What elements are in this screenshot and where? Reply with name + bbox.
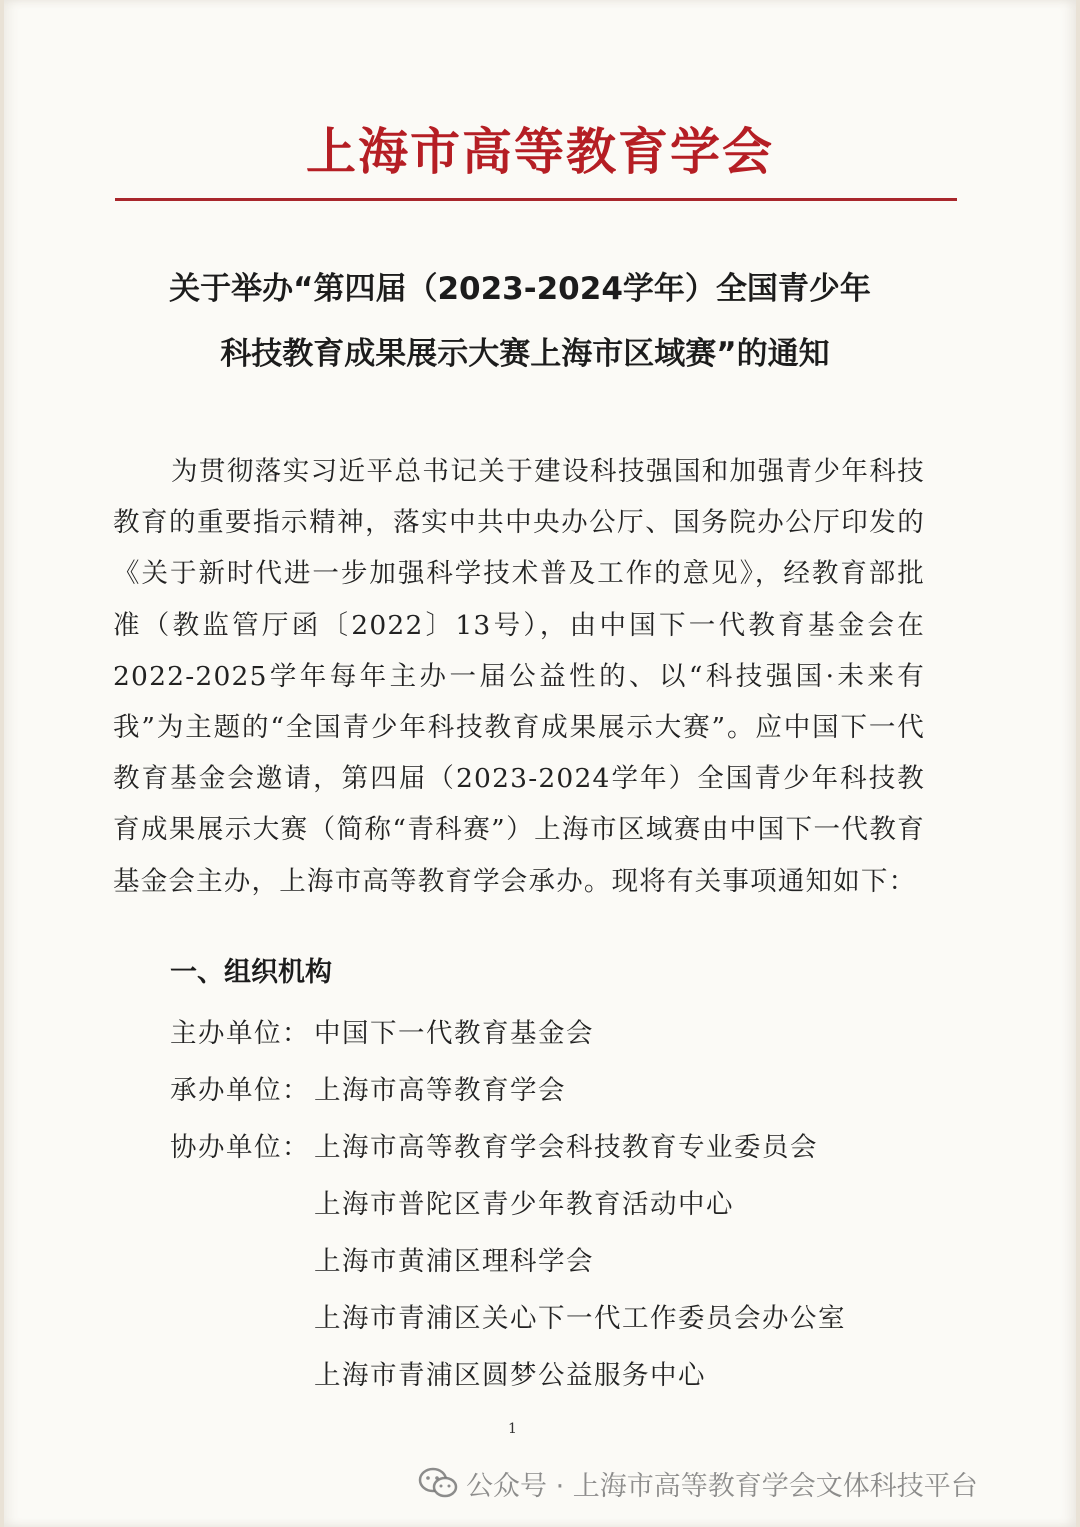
document-title-line1: 关于举办“第四届（2023-2024学年）全国青少年: [169, 271, 871, 307]
page-number: 1: [508, 1421, 517, 1437]
organizer-unit-value: 上海市高等教育学会: [314, 1075, 566, 1106]
watermark: [418, 1461, 978, 1505]
document-title-line2: 科技教育成果展示大赛上海市区域赛”的通知: [220, 336, 830, 372]
host-unit-row: [170, 1011, 594, 1050]
intro-paragraph: 为贯彻落实习近平总书记关于建设科技强国和加强青少年科技教育的重要指示精神，落实中共中央办公厅、国务院办公厅印发的《关于新时代进一步加强科学技术普及工作的意见》，经教育部批准（教监管厅函〔2022〕13号），由中国下一代教育基金会在2022-2025学年每年主办一届公益性的、以“科技强国·未来有我”为主题的“全国青少年科技教育成果展示大赛”。应中国下一代教育基金会邀请，第四届（2023-2024学年）全国青少年科技教育成果展示大赛（简称“青科赛”）上海市区域赛由中国下一代教育基金会主办，上海市高等教育学会承办。现将有关事项通知如下：: [113, 456, 925, 897]
watermark-text: 公众号 · 上海市高等教育学会文体科技平台: [466, 1470, 978, 1502]
co-unit-row: [170, 1125, 818, 1164]
co-unit-item: 上海市青浦区圆梦公益服务中心: [314, 1360, 706, 1391]
letterhead-title: 上海市高等教育学会: [306, 122, 774, 181]
organizer-unit-label: 承办单位：: [170, 1075, 310, 1106]
organizer-unit-row: [170, 1068, 566, 1107]
co-unit-item: 上海市高等教育学会科技教育专业委员会: [314, 1132, 818, 1163]
co-unit-item: 上海市青浦区关心下一代工作委员会办公室: [314, 1303, 846, 1334]
wechat-icon: [418, 1466, 458, 1500]
host-unit-label: 主办单位：: [170, 1018, 310, 1049]
host-unit-value: 中国下一代教育基金会: [314, 1018, 594, 1049]
co-unit-label: 协办单位：: [170, 1132, 310, 1163]
co-unit-item: 上海市普陀区青少年教育活动中心: [314, 1189, 734, 1220]
co-unit-item: 上海市黄浦区理科学会: [314, 1246, 594, 1277]
section-heading: 一、组织机构: [170, 957, 332, 988]
letterhead-rule: [115, 198, 957, 201]
